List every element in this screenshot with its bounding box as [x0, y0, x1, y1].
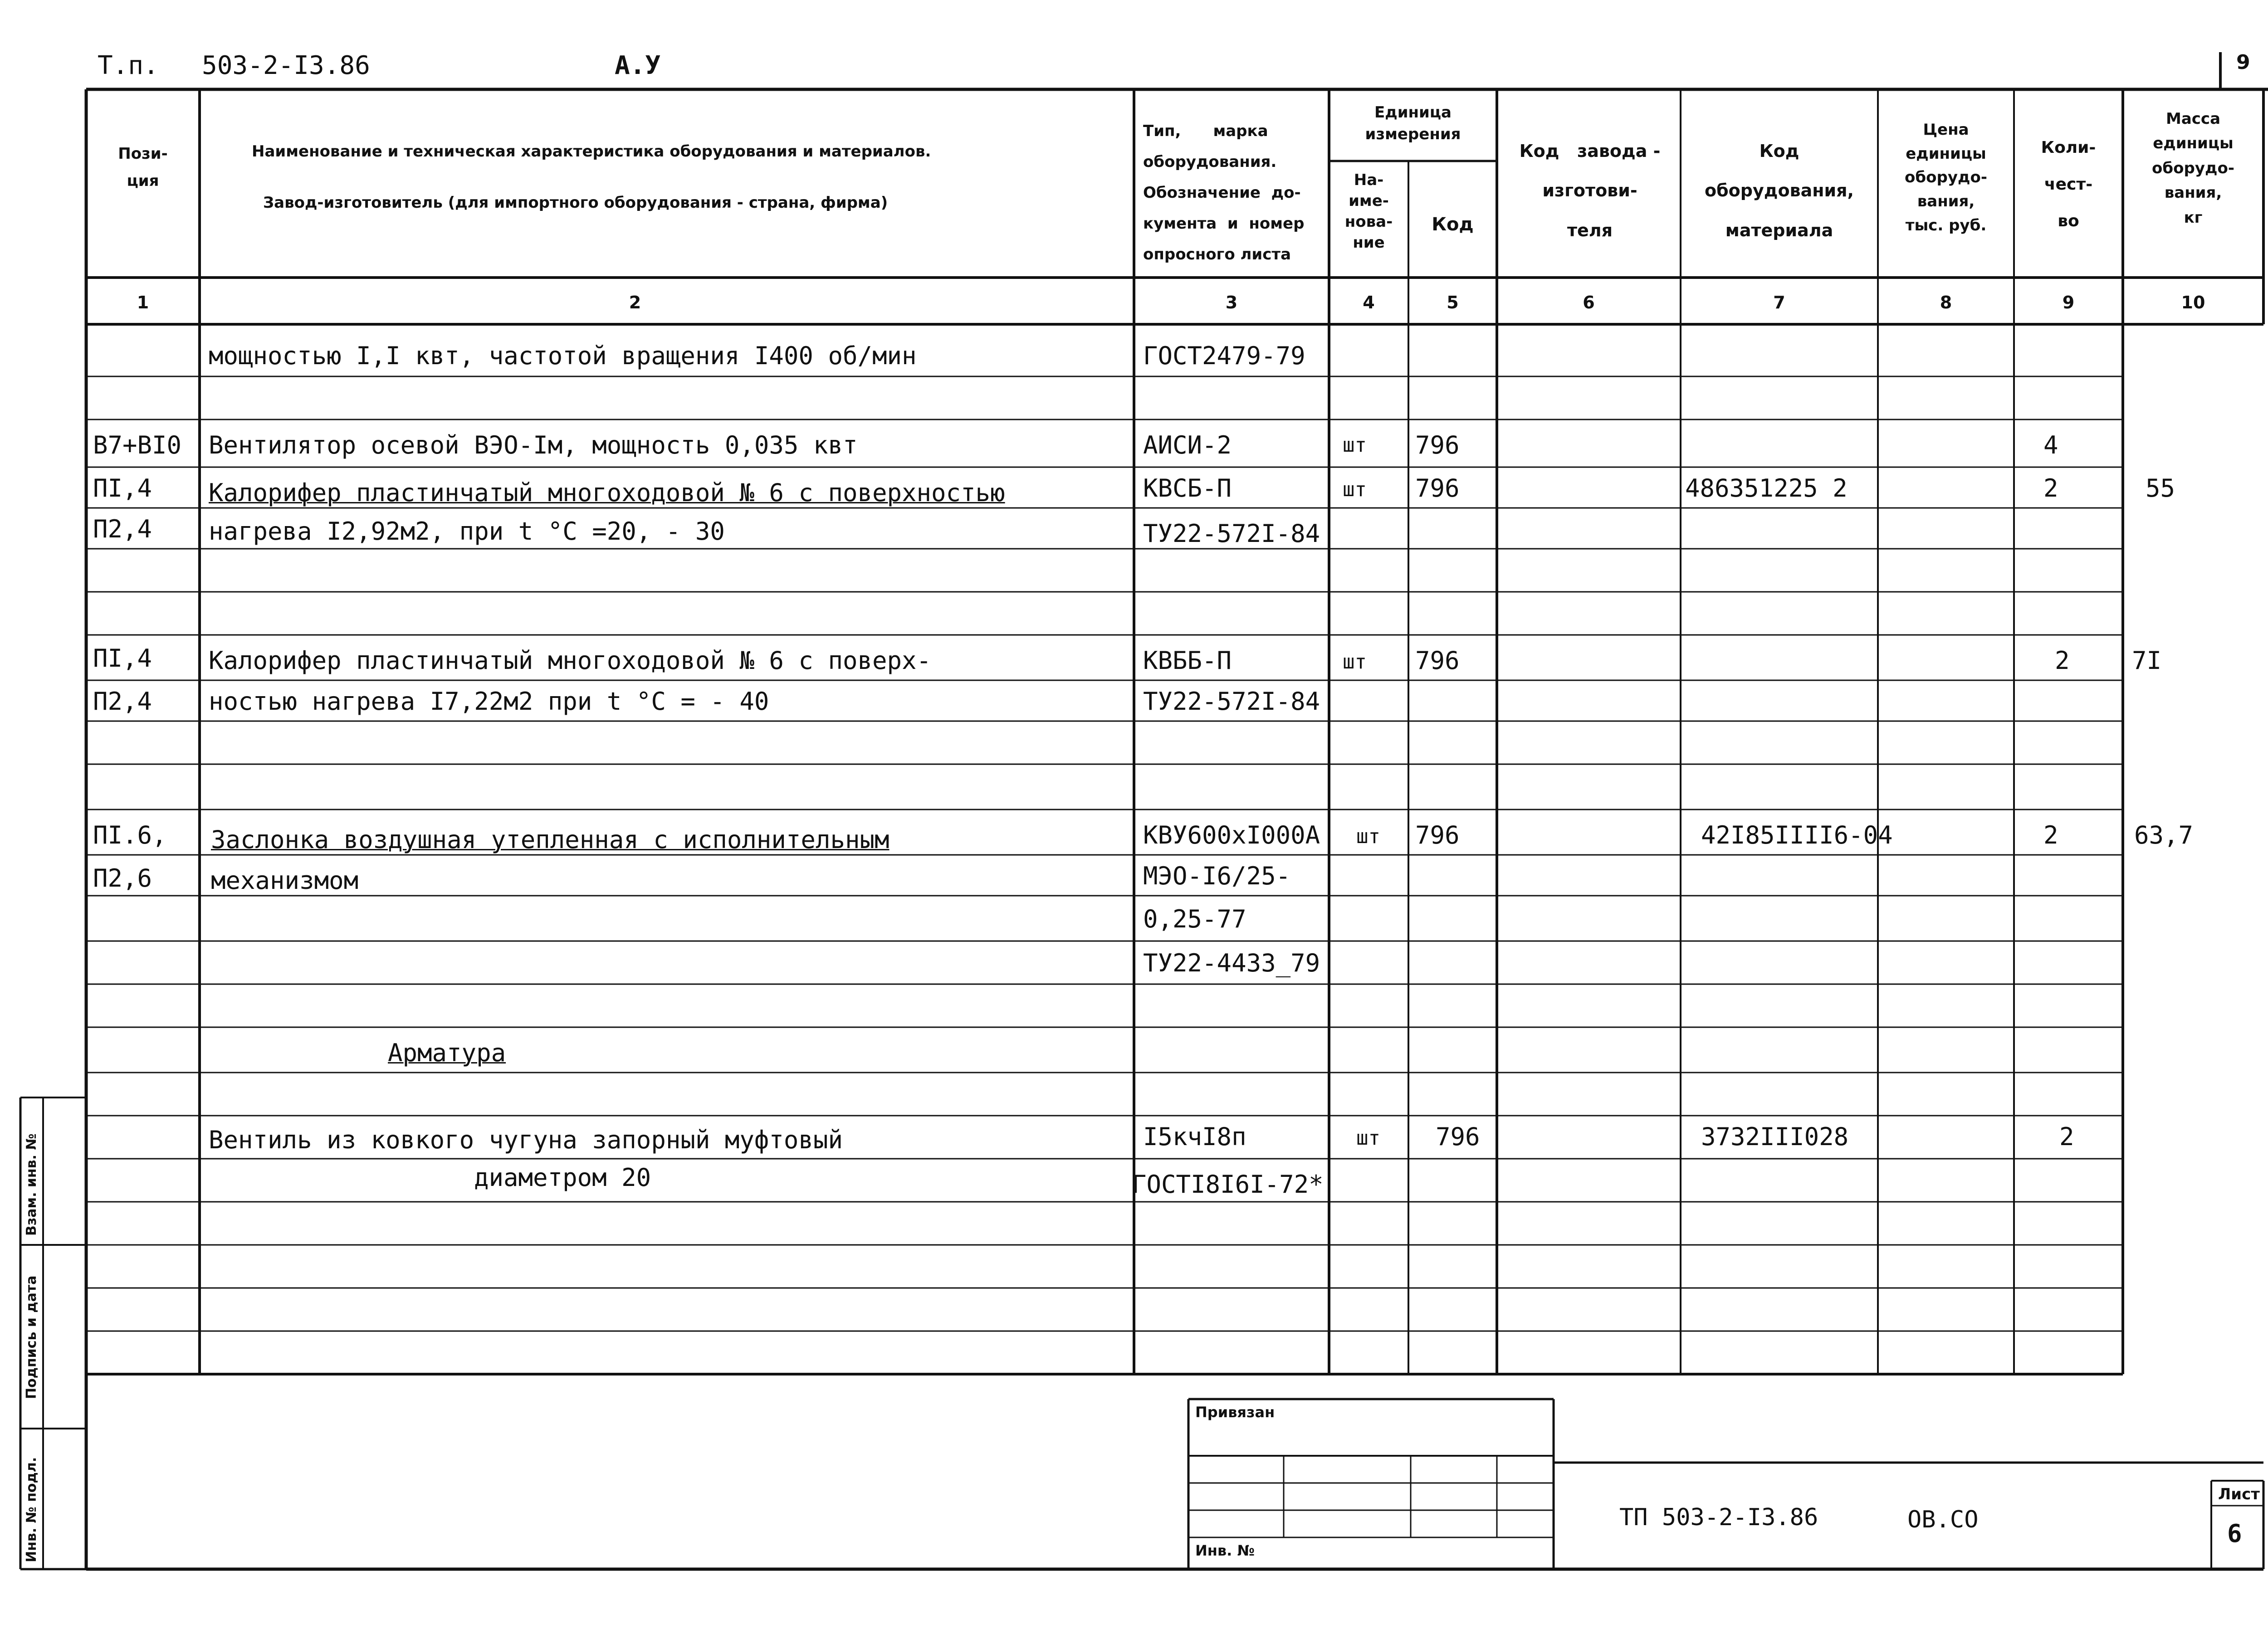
row3-unit: шт	[1343, 478, 1367, 501]
row4-position: П2,4	[93, 515, 152, 543]
side-label-inv-podl: Инв. № подл.	[24, 1457, 39, 1562]
stamp-inv-no: Инв. №	[1195, 1542, 1255, 1559]
section-heading-armatura: Арматура	[388, 1039, 506, 1067]
side-label-podpis: Подпись и дата	[24, 1275, 39, 1399]
col-header-name-line1: Наименование и техническая характеристика оборудования и материалов.	[252, 142, 931, 161]
row6-type: ТУ22-572I-84	[1143, 687, 1320, 716]
row5-position: ПI,4	[93, 644, 152, 673]
col-header-type: Тип, марка оборудования. Обозначение до- кумента и номер опросного листа	[1143, 122, 1305, 263]
col-number-4: 4	[1363, 293, 1375, 312]
row3-type: КВСБ-П	[1143, 474, 1232, 502]
row5-quantity: 2	[2055, 646, 2070, 675]
row5-mass: 7I	[2132, 646, 2162, 675]
side-label-vzam: Взам. инв. №	[24, 1133, 39, 1236]
row3-position: ПI,4	[93, 474, 152, 502]
row7-position: ПI.6,	[93, 821, 167, 849]
row12-name: Вентиль из ковкого чугуна запорный муфтовый	[209, 1126, 843, 1154]
row12-type: I5кчI8п	[1143, 1122, 1246, 1151]
row5-name: Калорифер пластинчатый многоходовой № 6 с поверх-	[209, 646, 932, 675]
row2-name: Вентилятор осевой ВЭО-Iм, мощность 0,035 квт	[209, 431, 858, 459]
row6-position: П2,4	[93, 687, 152, 716]
row13-name: диаметром 20	[474, 1163, 651, 1192]
col-header-unit-group: Единица измерения	[1365, 103, 1461, 143]
stamp-doc-suffix: ОВ.СО	[1907, 1506, 1979, 1533]
row7-quantity: 2	[2043, 821, 2058, 849]
col-header-unit-name: На- име- нова- ние	[1344, 171, 1393, 252]
row7-type: КВУ600хI000А	[1143, 821, 1320, 849]
row2-code: 796	[1415, 431, 1460, 459]
col-header-factory-code: Код завода - изготови- теля	[1519, 141, 1661, 240]
row5-unit: шт	[1343, 650, 1367, 673]
col-number-1: 1	[137, 293, 149, 312]
row6-name: ностью нагрева I7,22м2 при t °C = - 40	[209, 687, 769, 716]
row3-quantity: 2	[2043, 474, 2058, 502]
album-code: А.У	[615, 51, 661, 80]
row10-type: ТУ22-4433_79	[1143, 949, 1320, 977]
row12-code: 796	[1436, 1122, 1480, 1151]
row3-name: Калорифер пластинчатый многоходовой № 6 с поверхностью	[209, 478, 1005, 507]
row8-name: механизмом	[211, 866, 359, 895]
row7-unit: шт	[1356, 825, 1380, 848]
stamp-list-label: Лист	[2218, 1485, 2260, 1503]
col-number-5: 5	[1447, 293, 1459, 312]
row7-equipment-code: 42I85IIII6-04	[1701, 821, 1893, 849]
col-number-6: 6	[1583, 293, 1595, 312]
row7-code: 796	[1415, 821, 1460, 849]
col-number-7: 7	[1773, 293, 1785, 312]
project-number: 503-2-I3.86	[202, 51, 370, 80]
row12-quantity: 2	[2059, 1122, 2074, 1151]
row13-type: ГОСТI8I6I-72*	[1132, 1170, 1324, 1199]
row5-type: КВББ-П	[1143, 646, 1232, 675]
row7-name: Заслонка воздушная утепленная с исполнительным	[211, 825, 890, 854]
col-header-mass: Масса единицы оборудо- вания, кг	[2152, 110, 2234, 227]
col-number-2: 2	[629, 293, 641, 312]
row4-type: ТУ22-572I-84	[1143, 519, 1320, 548]
row1-type: ГОСТ2479-79	[1143, 341, 1305, 370]
stamp-list-number: 6	[2227, 1519, 2242, 1548]
row3-mass: 55	[2146, 474, 2175, 502]
col-header-unit-code: Код	[1432, 214, 1474, 235]
row2-position: В7+ВI0	[93, 431, 182, 459]
col-number-8: 8	[1940, 293, 1952, 312]
designation-label: Т.п.	[98, 51, 159, 80]
col-header-position: Пози- ция	[118, 145, 168, 190]
row5-code: 796	[1415, 646, 1460, 675]
row3-code: 796	[1415, 474, 1460, 502]
row4-name: нагрева I2,92м2, при t °C =20, - 30	[209, 517, 725, 546]
col-number-3: 3	[1225, 293, 1238, 312]
row12-equipment-code: 3732III028	[1701, 1122, 1849, 1151]
row12-unit: шт	[1356, 1127, 1380, 1150]
col-header-name-line2: Завод-изготовитель (для импортного оборудования - страна, фирма)	[263, 194, 888, 212]
row2-unit: шт	[1343, 434, 1367, 457]
col-header-price: Цена единицы оборудо- вания, тыс. руб.	[1905, 121, 1987, 234]
row8-type: МЭО-I6/25-	[1143, 862, 1291, 890]
stamp-doc-code: ТП 503-2-I3.86	[1619, 1504, 1818, 1531]
row9-type: 0,25-77	[1143, 905, 1246, 933]
col-header-equipment-code: Код оборудования, материала	[1705, 141, 1854, 240]
col-number-10: 10	[2181, 293, 2205, 312]
row8-position: П2,6	[93, 864, 152, 893]
corner-page-number: 9	[2236, 51, 2250, 74]
row3-equipment-code: 486351225 2	[1685, 474, 1848, 502]
stamp-privyazan: Привязан	[1195, 1404, 1275, 1421]
row2-type: АИСИ-2	[1143, 431, 1232, 459]
row7-mass: 63,7	[2134, 821, 2194, 849]
col-number-9: 9	[2062, 293, 2075, 312]
row2-quantity: 4	[2043, 431, 2058, 459]
row1-name: мощностью I,I квт, частотой вращения I400 об/мин	[209, 341, 917, 370]
col-header-quantity: Коли- чест- во	[2041, 138, 2096, 230]
